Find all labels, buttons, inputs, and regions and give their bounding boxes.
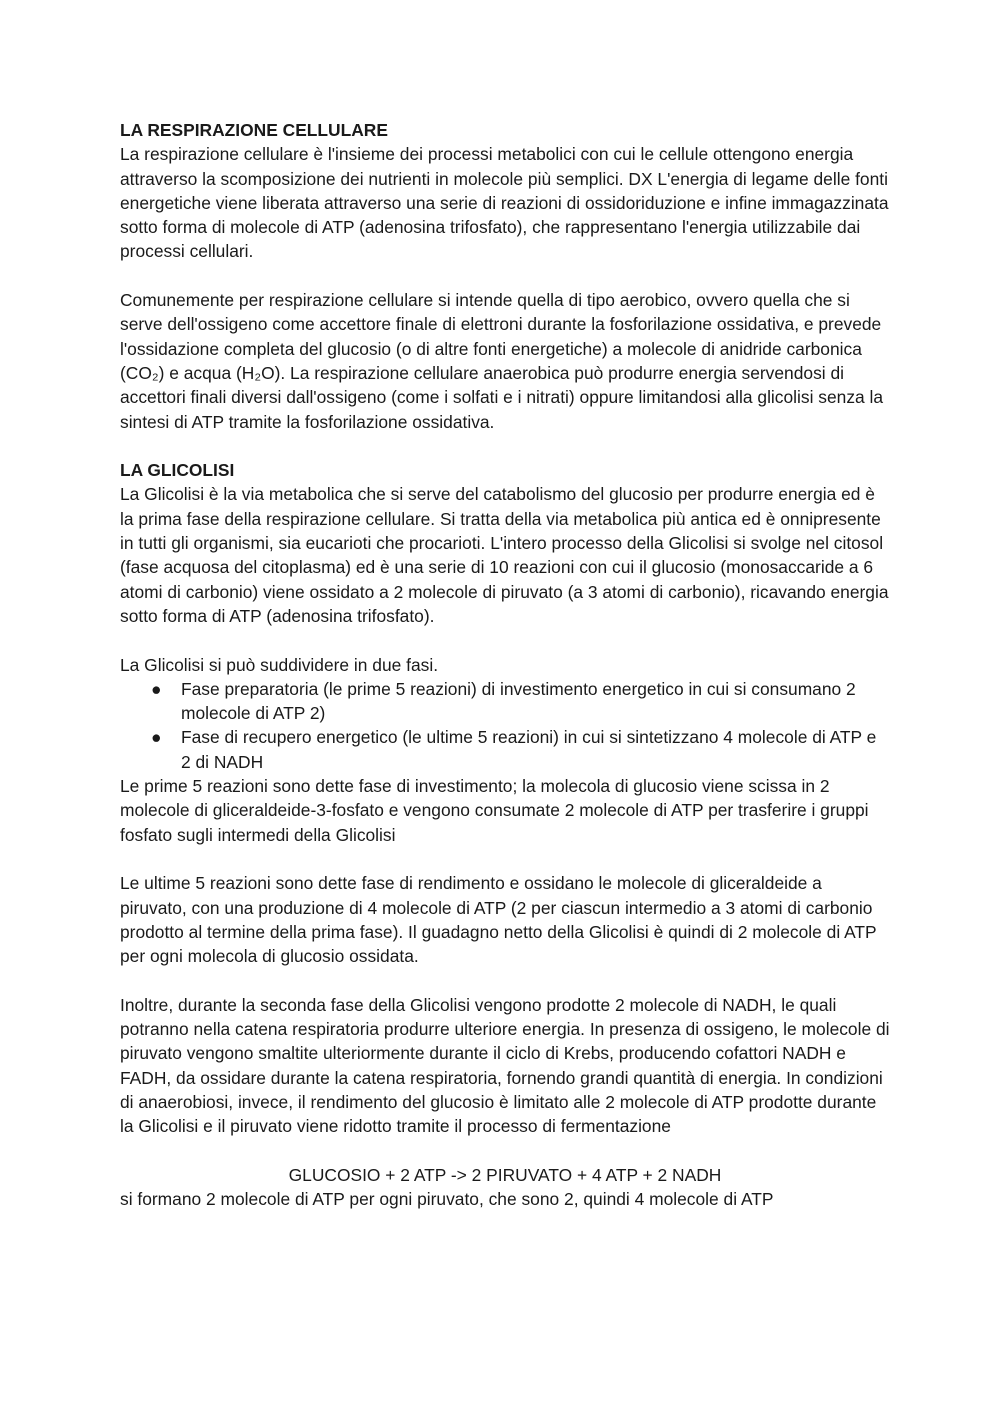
- paragraph-glicolisi-definition: La Glicolisi è la via metabolica che si serve del catabolismo del glucosio per produrre energia ed è la prima fase della respirazione cellulare. Si tratta della via metabolica più antica ed è onnipresente in tutti gli organismi, sia eucarioti che procarioti. L'intero processo della Glicolisi si svolge nel citosol (fase acquosa del citoplasma) ed è una serie di 10 reazioni con cui il glucosio (monosaccaride a 6 atomi di carbonio) viene ossidato a 2 molecole di piruvato (a 3 atomi di carbonio), ricavando energia sotto forma di ATP (adenosina trifosfato).: [120, 484, 889, 626]
- paragraph-rendimento: Le ultime 5 reazioni sono dette fase di rendimento e ossidano le molecole di gliceraldeide a piruvato, con una produzione di 4 molecole di ATP (2 per ciascun intermedio a 3 atomi di carbonio prodotto al termine della prima fase). Il guadagno netto della Glicolisi è quindi di 2 molecole di ATP per ogni molecola di glucosio ossidata.: [120, 873, 877, 967]
- paragraph-nadh: Inoltre, durante la seconda fase della Glicolisi vengono prodotte 2 molecole di NADH, le quali potranno nella catena respiratoria produrre ulteriore energia. In presenza di ossigeno, le molecole di piruvato vengono smaltite ulteriormente durante il ciclo di Krebs, producendo cofattori NADH e FADH, da ossidare durante la catena respiratoria, fornendo grandi quantità di energia. In condizioni di anaerobiosi, invece, il rendimento del glucosio è limitato alle 2 molecole di ATP prodotte durante la Glicolisi e il piruvato viene ridotto tramite il processo di fermentazione: [120, 994, 890, 1137]
- paragraph-gap: [120, 264, 890, 288]
- bullet-icon: ●: [151, 727, 162, 748]
- phases-list: [120, 677, 890, 774]
- section-title-glicolisi: LA GLICOLISI: [120, 460, 235, 481]
- paragraph-gap: [120, 434, 890, 458]
- paragraph-respirazione-aerobica: Comunemente per respirazione cellulare si intende quella di tipo aerobico, ovvero quella che si serve dell'ossigeno come accettore finale di elettroni durante la fosforilazione ossidativa, e prevede l'ossidazione completa del glucosio (o di altre fonti energetiche) a molecole di anidride carbonica (CO₂) e acqua (H₂O). La respirazione cellulare anaerobica può produrre energia servendosi di accettori finali diversi dall'ossigeno (come i solfati e i nitrati) oppure limitandosi alla glicolisi senza la sintesi di ATP tramite la fosforilazione ossidativa.: [120, 290, 884, 432]
- list-item: [120, 725, 890, 774]
- list-item-text: Fase di recupero energetico (le ultime 5 reazioni) in cui si sintetizzano 4 molecole di ATP e 2 di NADH: [181, 727, 877, 772]
- section-title-respirazione: LA RESPIRAZIONE CELLULARE: [120, 120, 388, 140]
- list-item: [120, 677, 890, 726]
- document-page: [120, 118, 890, 1211]
- paragraph-glicolisi-intro: La Glicolisi si può suddividere in due fasi.: [120, 654, 439, 675]
- paragraph-atp-note: si formano 2 molecole di ATP per ogni piruvato, che sono 2, quindi 4 molecole di ATP: [120, 1189, 774, 1210]
- glycolysis-equation: GLUCOSIO + 2 ATP -> 2 PIRUVATO + 4 ATP + 2 NADH: [288, 1164, 722, 1185]
- paragraph-gap: [120, 628, 890, 652]
- list-item-text: Fase preparatoria (le prime 5 reazioni) di investimento energetico in cui si consumano 2 molecole di ATP 2): [181, 678, 856, 724]
- bullet-icon: ●: [151, 678, 162, 699]
- paragraph-respirazione-definition: La respirazione cellulare è l'insieme dei processi metabolici con cui le cellule ottengono energia attraverso la scomposizione dei nutrienti in molecole più semplici. DX L'energia di legame delle fonti energetiche viene liberata attraverso una serie di reazioni di ossidoriduzione e infine immagazzinata sotto forma di molecole di ATP (adenosina trifosfato), che rappresentano l'energia utilizzabile dai processi cellulari.: [120, 144, 889, 262]
- paragraph-gap: [120, 1138, 890, 1162]
- paragraph-gap: [120, 847, 890, 871]
- paragraph-gap: [120, 968, 890, 992]
- paragraph-investimento: Le prime 5 reazioni sono dette fase di investimento; la molecola di glucosio viene scissa in 2 molecole di gliceraldeide-3-fosfato e vengono consumate 2 molecole di ATP per trasferire i gruppi fosfato sugli intermedi della Glicolisi: [120, 776, 869, 845]
